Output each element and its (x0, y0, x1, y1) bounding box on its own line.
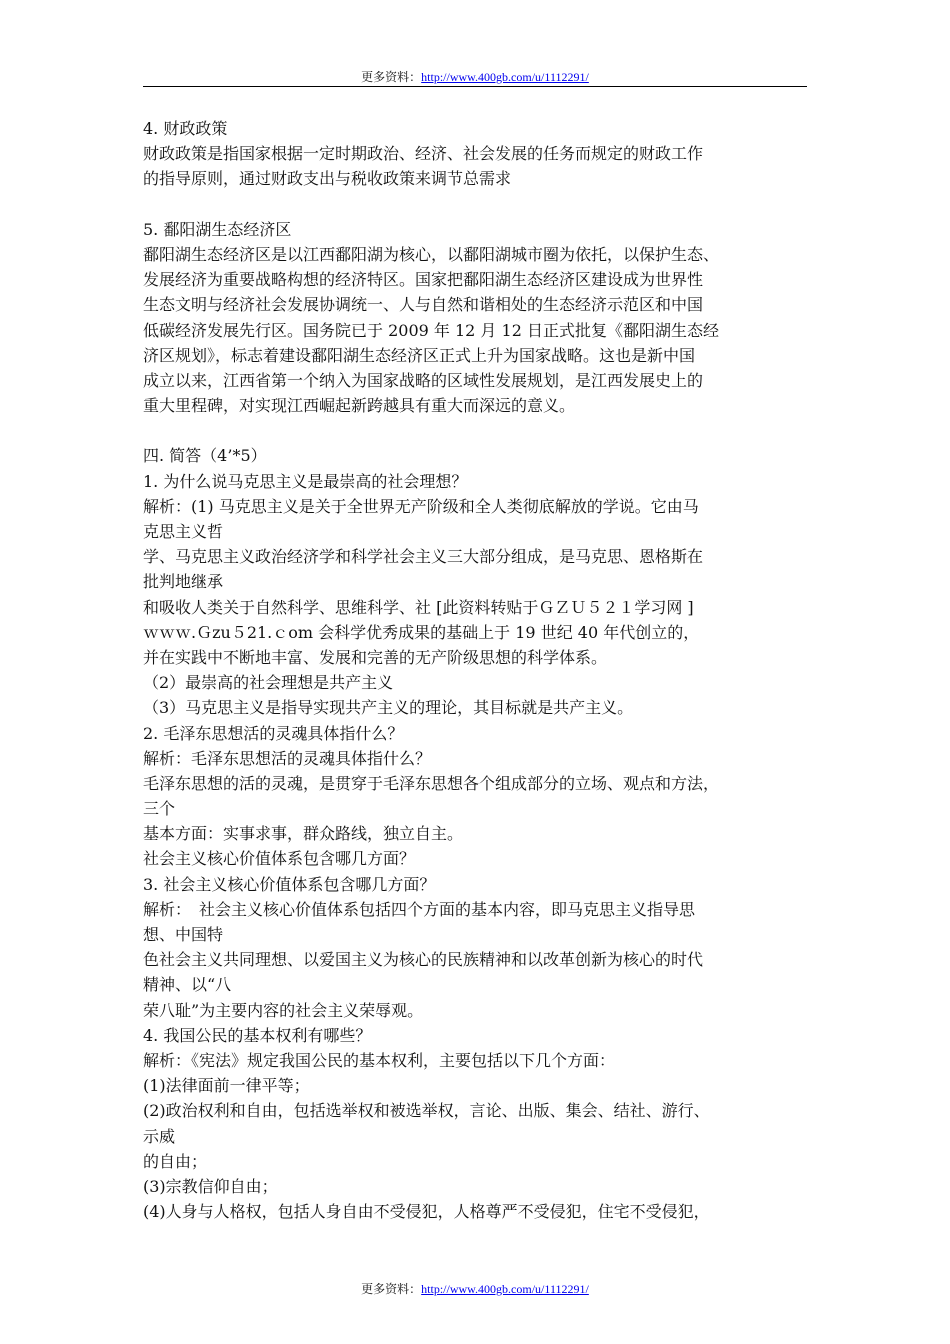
text-line: 解析： 社会主义核心价值体系包括四个方面的基本内容，即马克思主义指导思 (143, 899, 696, 919)
text-line: 的自由； (143, 1151, 208, 1171)
page-header (143, 68, 807, 85)
text-line: 批判地继承 (143, 572, 224, 592)
text-line: 4. 财政政策 (143, 119, 228, 138)
text-line: 4. 我国公民的基本权利有哪些？ (143, 1025, 372, 1045)
text-line: (2)政治权利和自由，包括选举权和被选举权，言论、出版、集会、结社、游行、 (143, 1101, 710, 1121)
text-line: 鄱阳湖生态经济区是以江西鄱阳湖为核心，以鄱阳湖城市圈为依托，以保护生态、 (143, 244, 720, 264)
text-line: 5. 鄱阳湖生态经济区 (143, 219, 292, 239)
text-line: (3)宗教信仰自由； (143, 1176, 278, 1196)
text-line: 色社会主义共同理想、以爱国主义为核心的民族精神和以改革创新为核心的时代 (143, 950, 704, 970)
blank-line (143, 418, 808, 443)
document-body (143, 116, 808, 1224)
text-line: （2）最崇高的社会理想是共产主义 (143, 673, 394, 693)
text-line: 毛泽东思想的活的灵魂，是贯穿于毛泽东思想各个组成部分的立场、观点和方法， (143, 773, 720, 793)
text-line: 克思主义哲 (143, 522, 224, 541)
text-line: 学、马克思主义政治经济学和科学社会主义三大部分组成，是马克思、恩格斯在 (143, 547, 704, 567)
text-line: 示威 (143, 1126, 176, 1146)
text-line: 荣八耻”为主要内容的社会主义荣辱观。 (143, 1000, 424, 1020)
text-line: 精神、以“八 (143, 975, 232, 995)
text-line: 社会主义核心价值体系包含哪几方面？ (143, 849, 416, 869)
header-link[interactable]: http://www.400gb.com/u/1112291/ (421, 70, 589, 84)
footer-link[interactable]: http://www.400gb.com/u/1112291/ (421, 1282, 589, 1296)
text-line: 生态文明与经济社会发展协调统一、人与自然和谐相处的生态经济示范区和中国 (143, 295, 704, 315)
text-line: 基本方面：实事求事，群众路线，独立自主。 (143, 824, 464, 844)
text-line: 成立以来，江西省第一个纳入为国家战略的区域性发展规划，是江西发展史上的 (143, 370, 704, 390)
text-line: 的指导原则，通过财政支出与税收政策来调节总需求 (143, 169, 512, 189)
text-line: 2. 毛泽东思想活的灵魂具体指什么？ (143, 723, 404, 743)
text-line: 重大里程碑，对实现江西崛起新跨越具有重大而深远的意义。 (143, 396, 576, 416)
text-line: 和吸收人类关于自然科学、思维科学、社 [此资料转贴于ＧＺＵ５２１学习网 ] (143, 597, 694, 617)
text-line: (4)人身与人格权，包括人身自由不受侵犯，人格尊严不受侵犯，住宅不受侵犯， (143, 1202, 710, 1222)
text-line: 低碳经济发展先行区。国务院已于 2009 年 12 月 12 日正式批复《鄱阳湖生态经 (143, 320, 719, 340)
text-line: 财政政策是指国家根据一定时期政治、经济、社会发展的任务而规定的财政工作 (143, 144, 704, 164)
header-label: 更多资料： (361, 70, 422, 84)
text-line: 1. 为什么说马克思主义是最崇高的社会理想？ (143, 471, 468, 491)
text-line: 解析：(1) 马克思主义是关于全世界无产阶级和全人类彻底解放的学说。它由马 (143, 496, 699, 516)
text-line: (1)法律面前一律平等； (143, 1076, 310, 1096)
text-line: 四. 简答（4’*5） (143, 446, 267, 466)
page-footer (143, 1280, 807, 1297)
text-line: 济区规划》，标志着建设鄱阳湖生态经济区正式上升为国家战略。这也是新中国 (143, 345, 696, 365)
text-line: 三个 (143, 799, 176, 819)
text-line: 想、中国特 (143, 925, 224, 944)
text-line: 解析：毛泽东思想活的灵魂具体指什么？ (143, 748, 432, 768)
text-line: ｗｗｗ.Ｇzu５21.ｃom 会科学优秀成果的基础上于 19 世纪 40 年代创立的， (143, 622, 700, 642)
text-line: 并在实践中不断地丰富、发展和完善的无产阶级思想的科学体系。 (143, 647, 608, 667)
footer-label: 更多资料： (361, 1282, 422, 1296)
blank-line (143, 192, 808, 217)
header-divider (143, 86, 807, 87)
text-line: （3）马克思主义是指导实现共产主义的理论，其目标就是共产主义。 (143, 698, 634, 718)
text-line: 3. 社会主义核心价值体系包含哪几方面？ (143, 874, 436, 894)
text-line: 发展经济为重要战略构想的经济特区。国家把鄱阳湖生态经济区建设成为世界性 (143, 270, 704, 290)
text-line: 解析：《宪法》规定我国公民的基本权利，主要包括以下几个方面： (143, 1050, 616, 1070)
